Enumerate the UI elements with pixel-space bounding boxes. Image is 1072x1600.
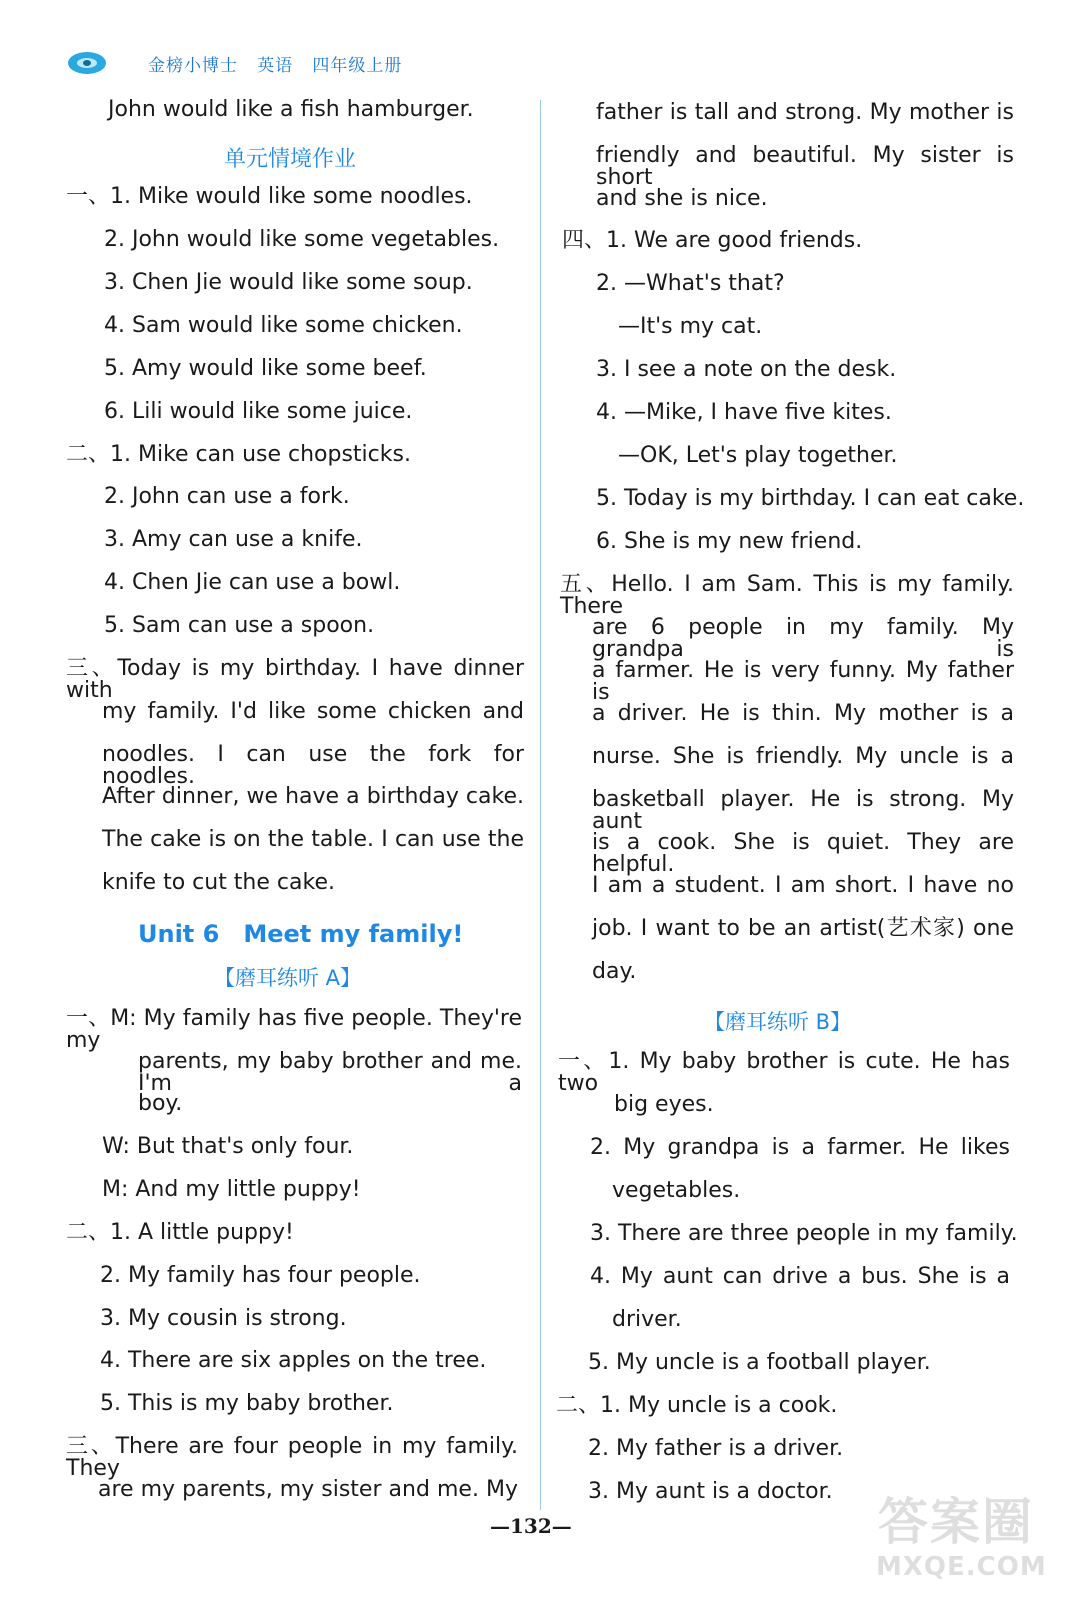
text-line: The cake is on the table. I can use the [102,827,524,852]
text-line: 2. My family has four people. [100,1263,421,1288]
text-line: 3. My cousin is strong. [100,1306,347,1331]
text-line: 三、Today is my birthday. I have dinner with [66,656,524,703]
text-line: noodles. I can use the fork for noodles. [102,742,524,789]
text-line: 2. —What's that? [596,271,785,296]
text-line: is a cook. She is quiet. They are helpful. [592,830,1014,877]
text-line: a driver. He is thin. My mother is a [592,701,1014,726]
section-heading: 【磨耳练听 A】 [214,966,362,990]
text-line: are my parents, my sister and me. My [98,1477,518,1502]
text-line: 2. John would like some vegetables. [104,227,500,252]
text-line: 2. My father is a driver. [588,1436,844,1461]
text-line: John would like a fish hamburger. [108,97,474,122]
text-line: 5. Today is my birthday. I can eat cake. [596,486,1025,511]
text-line: 3. Amy can use a knife. [104,527,363,552]
text-line: 6. Lili would like some juice. [104,399,413,424]
text-line: boy. [138,1091,183,1116]
text-line: 四、1. We are good friends. [562,228,863,253]
text-line: parents, my baby brother and me. I'm a [138,1049,522,1096]
text-line: —It's my cat. [618,314,763,339]
text-line: vegetables. [612,1178,741,1203]
watermark-logo-text: 答案圈 [878,1493,1034,1551]
text-line: 5. This is my baby brother. [100,1391,394,1416]
unit-title: Unit 6 Meet my family! [138,920,464,948]
section-heading: 【磨耳练听 B】 [704,1010,852,1034]
text-line: 5. Sam can use a spoon. [104,613,375,638]
text-line: 4. There are six apples on the tree. [100,1348,487,1373]
text-line: 3. There are three people in my family. [590,1221,1018,1246]
text-line: a farmer. He is very funny. My father is [592,658,1014,705]
watermark-url: MXQE.COM [876,1552,1047,1582]
text-line: 6. She is my new friend. [596,529,863,554]
text-line: nurse. She is friendly. My uncle is a [592,744,1014,769]
text-line: father is tall and strong. My mother is [596,100,1014,125]
text-line: and she is nice. [596,186,768,211]
text-line: 2. John can use a fork. [104,484,350,509]
text-line: 4. Sam would like some chicken. [104,313,463,338]
text-line: driver. [612,1307,682,1332]
text-line: 二、1. Mike can use chopsticks. [66,442,411,467]
text-line: basketball player. He is strong. My aunt [592,787,1014,834]
text-line: are 6 people in my family. My grandpa is [592,615,1014,662]
text-line: 4. My aunt can drive a bus. She is a [590,1264,1010,1289]
column-divider [540,100,541,1510]
text-line: 4. —Mike, I have five kites. [596,400,892,425]
text-line: 五、Hello. I am Sam. This is my family. There [560,572,1014,619]
text-line: 5. Amy would like some beef. [104,356,427,381]
text-line: 一、1. My baby brother is cute. He has two [558,1049,1010,1096]
text-line: 二、1. A little puppy! [66,1220,294,1245]
text-line: job. I want to be an artist(艺术家) one [592,916,1014,941]
text-line: friendly and beautiful. My sister is short [596,143,1014,190]
text-line: my family. I'd like some chicken and [102,699,524,724]
text-line: 一、1. Mike would like some noodles. [66,184,473,209]
text-line: 2. My grandpa is a farmer. He likes [590,1135,1010,1160]
text-line: knife to cut the cake. [102,870,335,895]
text-line: 4. Chen Jie can use a bowl. [104,570,401,595]
text-line: day. [592,959,637,984]
page-header [68,48,402,78]
text-line: 3. Chen Jie would like some soup. [104,270,473,295]
text-line: 二、1. My uncle is a cook. [556,1393,838,1418]
text-line: —OK, Let's play together. [618,443,898,468]
page-number: —132— [490,1514,572,1538]
site-watermark [870,1478,1050,1588]
text-line: 3. My aunt is a doctor. [588,1479,833,1504]
text-line: 一、M: My family has five people. They're my [66,1006,522,1053]
section-heading: 单元情境作业 [224,147,357,172]
header-title: 金榜小博士 英语 四年级上册 [148,55,403,76]
text-line: 5. My uncle is a football player. [588,1350,931,1375]
book-logo-icon [68,50,108,76]
text-line: I am a student. I am short. I have no [592,873,1014,898]
text-line: 3. I see a note on the desk. [596,357,897,382]
text-line: M: And my little puppy! [102,1177,361,1202]
text-line: After dinner, we have a birthday cake. [102,784,524,809]
text-line: big eyes. [614,1092,714,1117]
text-line: W: But that's only four. [102,1134,354,1159]
text-line: 三、There are four people in my family. They [66,1434,518,1481]
